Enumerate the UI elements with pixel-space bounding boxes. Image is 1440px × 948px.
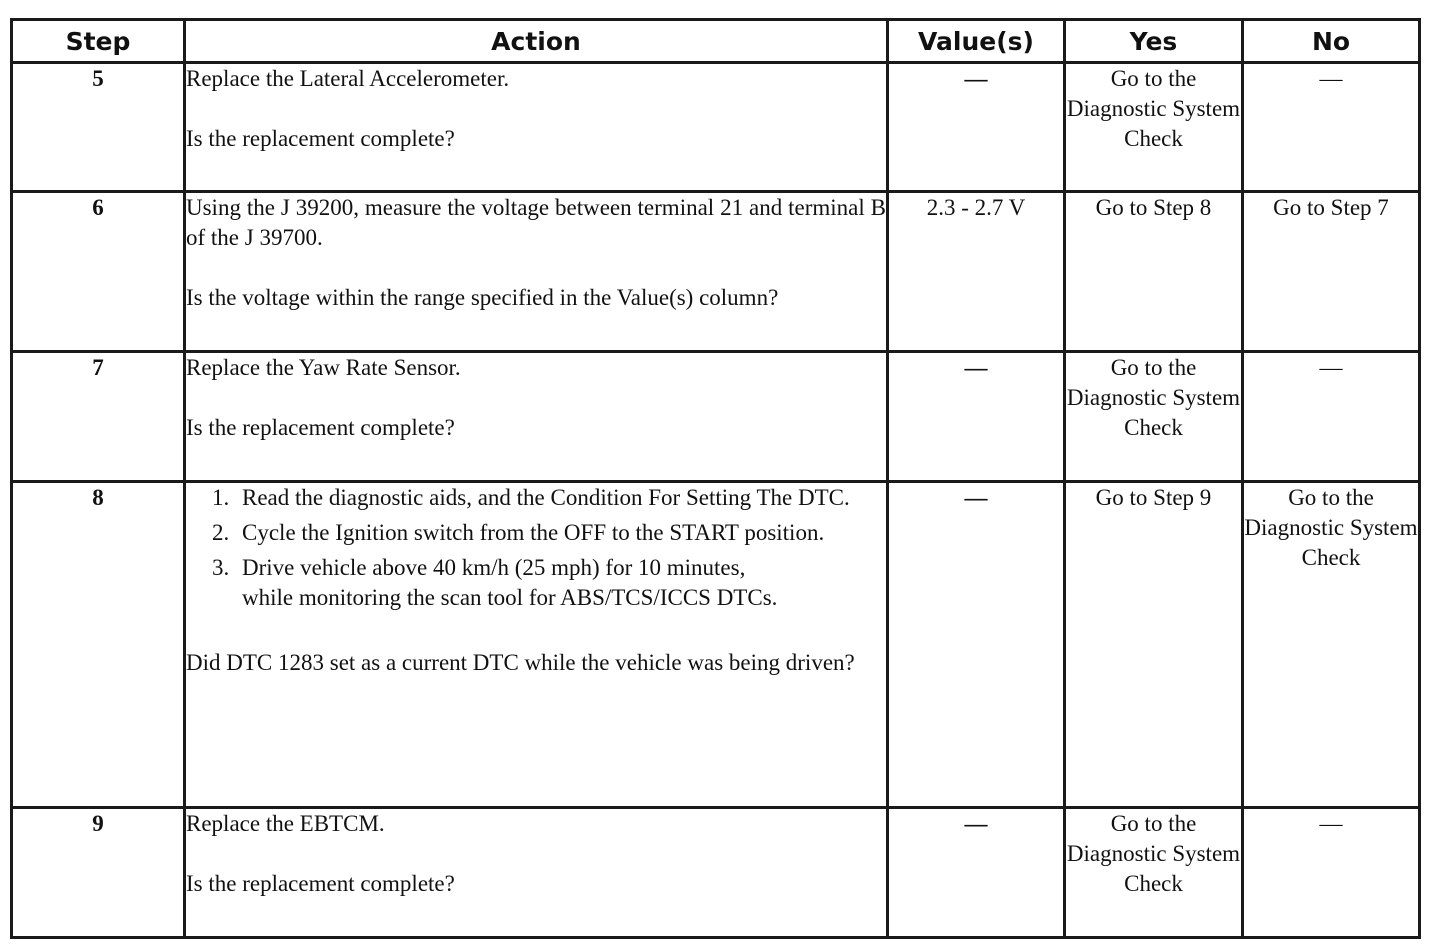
step-number: 8	[12, 482, 185, 808]
list-item	[212, 518, 886, 548]
action-question: Is the replacement complete?	[186, 126, 455, 151]
yes-cell: Go to Step 8	[1065, 192, 1243, 352]
step-number: 5	[12, 63, 185, 192]
list-item-number: 2.	[212, 520, 230, 545]
table-row	[12, 352, 1420, 482]
value-cell	[888, 352, 1065, 482]
table-row	[12, 63, 1420, 192]
list-item-number: 3.	[212, 555, 230, 580]
value-text: —	[964, 811, 988, 836]
value-text: —	[964, 355, 988, 380]
value-cell	[888, 63, 1065, 192]
list-item	[212, 553, 886, 613]
header-values: Value(s)	[888, 20, 1065, 63]
no-cell: —	[1243, 63, 1420, 192]
step-number: 6	[12, 192, 185, 352]
value-cell	[888, 808, 1065, 938]
yes-cell: Go to the Diagnostic System Check	[1065, 352, 1243, 482]
action-cell	[185, 63, 888, 192]
action-question: Is the voltage within the range specified in the Value(s) column?	[186, 285, 779, 310]
header-row	[12, 20, 1420, 63]
list-item-text: Cycle the Ignition switch from the OFF to the START position.	[242, 520, 825, 545]
no-text: —	[1319, 811, 1343, 836]
yes-cell: Go to the Diagnostic System Check	[1065, 63, 1243, 192]
action-cell	[185, 808, 888, 938]
no-cell: —	[1243, 352, 1420, 482]
value-cell	[888, 192, 1065, 352]
action-cell	[185, 352, 888, 482]
header-yes: Yes	[1065, 20, 1243, 63]
yes-cell: Go to Step 9	[1065, 482, 1243, 808]
table-row	[12, 808, 1420, 938]
value-cell	[888, 482, 1065, 808]
table-row	[12, 482, 1420, 808]
list-item-text: Read the diagnostic aids, and the Condition For Setting The DTC.	[242, 485, 850, 510]
action-question: Did DTC 1283 set as a current DTC while the vehicle was being driven?	[186, 650, 855, 675]
step-number: 9	[12, 808, 185, 938]
header-action: Action	[185, 20, 888, 63]
header-step: Step	[12, 20, 185, 63]
action-text: Replace the Yaw Rate Sensor.	[186, 355, 461, 380]
yes-cell: Go to the Diagnostic System Check	[1065, 808, 1243, 938]
action-cell	[185, 482, 888, 808]
header-no: No	[1243, 20, 1420, 63]
action-text: Replace the EBTCM.	[186, 811, 385, 836]
action-text: Replace the Lateral Accelerometer.	[186, 66, 510, 91]
action-steps-list	[186, 483, 886, 613]
action-question: Is the replacement complete?	[186, 871, 455, 896]
no-cell: Go to the Diagnostic System Check	[1243, 482, 1420, 808]
action-text: Using the J 39200, measure the voltage between terminal 21 and terminal B of the J 39700.	[186, 195, 886, 250]
table-row	[12, 192, 1420, 352]
list-item	[212, 483, 886, 513]
list-item-number: 1.	[212, 485, 230, 510]
no-cell: Go to Step 7	[1243, 192, 1420, 352]
no-cell	[1243, 808, 1420, 938]
value-text: 2.3 - 2.7 V	[926, 195, 1026, 220]
value-text: —	[964, 485, 988, 510]
action-cell	[185, 192, 888, 352]
diagnostic-table	[10, 18, 1421, 939]
action-question: Is the replacement complete?	[186, 415, 455, 440]
step-number: 7	[12, 352, 185, 482]
list-item-text: Drive vehicle above 40 km/h (25 mph) for 10 minutes, while monitoring the scan tool for ABS/TCS/ICCS DTCs.	[242, 555, 778, 610]
value-text: —	[964, 66, 988, 91]
